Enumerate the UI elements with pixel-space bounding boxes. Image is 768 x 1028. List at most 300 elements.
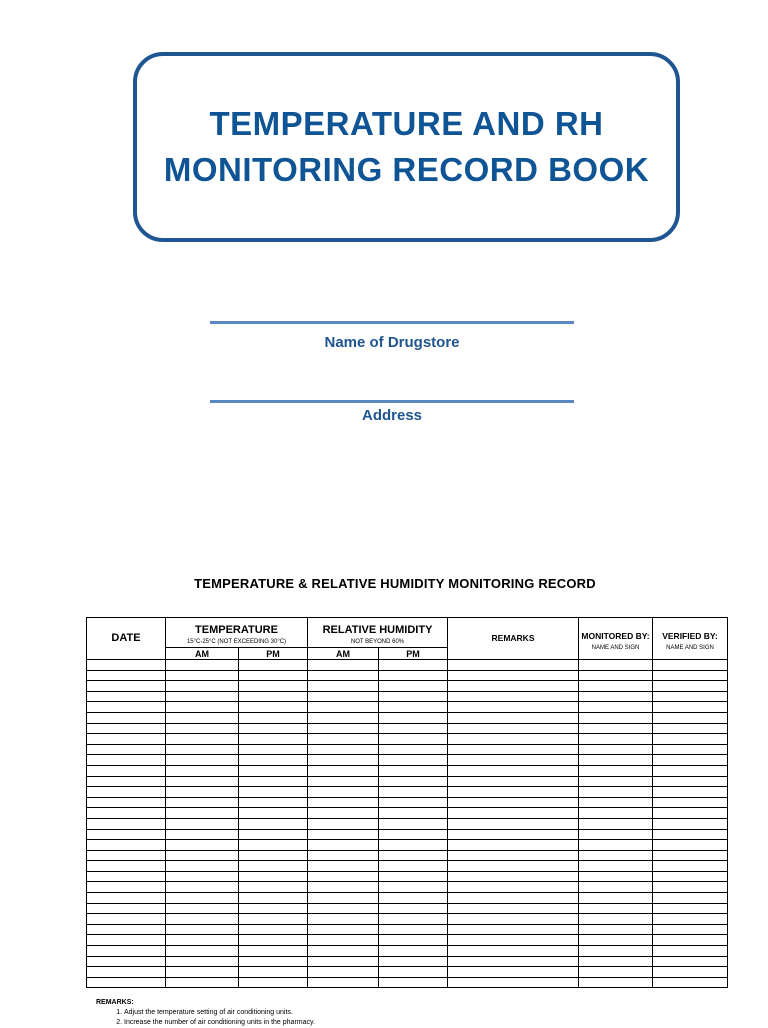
cell-monitored-by [579,691,653,702]
cell-remarks [448,787,579,798]
header-monitored-by [579,618,653,660]
header-verified-by-label: VERIFIED BY: [662,630,718,641]
header-humidity [308,618,448,648]
cell-remarks [448,850,579,861]
cell-monitored-by [579,755,653,766]
cell-remarks [448,893,579,904]
cell-remarks [448,712,579,723]
cell-rh-pm [379,712,448,723]
cell-temp-pm [239,914,308,925]
cell-rh-pm [379,977,448,988]
cell-remarks [448,702,579,713]
cell-verified-by [653,787,728,798]
cell-rh-pm [379,946,448,957]
cell-rh-am [308,882,379,893]
cell-monitored-by [579,744,653,755]
cell-verified-by [653,681,728,692]
header-humidity-note: NOT BEYOND 60% [350,638,405,645]
cell-rh-pm [379,861,448,872]
cell-temp-am [166,681,239,692]
cell-verified-by [653,829,728,840]
cell-monitored-by [579,903,653,914]
cell-temp-am [166,903,239,914]
table-row [87,903,728,914]
cell-remarks [448,765,579,776]
title-line-1: TEMPERATURE AND RH [209,105,604,142]
cell-rh-pm [379,956,448,967]
table-row [87,935,728,946]
title-box [133,52,680,242]
cell-rh-am [308,924,379,935]
table-row [87,755,728,766]
cell-monitored-by [579,660,653,671]
title-line-2: MONITORING RECORD BOOK [163,151,650,188]
cell-temp-am [166,723,239,734]
cell-rh-am [308,829,379,840]
cell-temp-pm [239,893,308,904]
cell-temp-am [166,702,239,713]
cell-rh-pm [379,818,448,829]
cell-rh-am [308,765,379,776]
cell-monitored-by [579,787,653,798]
cell-temp-am [166,660,239,671]
cell-rh-am [308,903,379,914]
cell-remarks [448,861,579,872]
cell-temp-am [166,744,239,755]
remarks-item: 1. Adjust the temperature setting of air conditioning units. [124,1008,315,1018]
cell-date [87,935,166,946]
cell-rh-pm [379,840,448,851]
cell-date [87,744,166,755]
header-verified-by [653,618,728,660]
cell-temp-am [166,946,239,957]
cell-rh-pm [379,808,448,819]
table-row [87,893,728,904]
cell-verified-by [653,850,728,861]
drugstore-name-line [210,321,574,324]
cell-remarks [448,660,579,671]
cell-rh-am [308,914,379,925]
cell-rh-pm [379,681,448,692]
cell-date [87,903,166,914]
cell-rh-am [308,712,379,723]
cell-date [87,871,166,882]
cell-verified-by [653,691,728,702]
cell-rh-am [308,755,379,766]
cell-verified-by [653,924,728,935]
cell-remarks [448,935,579,946]
cell-rh-pm [379,787,448,798]
table-row [87,850,728,861]
record-title: TEMPERATURE & RELATIVE HUMIDITY MONITORING RECORD [194,576,596,591]
cell-rh-am [308,840,379,851]
cell-verified-by [653,861,728,872]
cell-rh-am [308,670,379,681]
cell-remarks [448,882,579,893]
cell-rh-pm [379,765,448,776]
cell-rh-pm [379,903,448,914]
table-row [87,712,728,723]
cell-verified-by [653,797,728,808]
cell-rh-pm [379,829,448,840]
cell-verified-by [653,723,728,734]
cell-verified-by [653,893,728,904]
cell-temp-am [166,765,239,776]
cell-verified-by [653,956,728,967]
cell-temp-am [166,808,239,819]
cell-temp-am [166,818,239,829]
cell-monitored-by [579,681,653,692]
cell-rh-am [308,681,379,692]
cell-remarks [448,723,579,734]
table-row [87,744,728,755]
cell-rh-pm [379,893,448,904]
remarks-list [96,1008,315,1028]
cell-rh-pm [379,691,448,702]
cell-rh-pm [379,702,448,713]
cell-date [87,808,166,819]
cell-monitored-by [579,850,653,861]
cell-rh-pm [379,914,448,925]
table-row [87,660,728,671]
cell-temp-am [166,840,239,851]
cell-rh-am [308,660,379,671]
cell-remarks [448,977,579,988]
header-temp-am: AM [166,648,239,660]
cell-temp-pm [239,946,308,957]
cell-date [87,850,166,861]
cell-date [87,755,166,766]
cell-temp-am [166,967,239,978]
cell-verified-by [653,776,728,787]
table-row [87,840,728,851]
cell-temp-pm [239,765,308,776]
cell-temp-pm [239,840,308,851]
cell-verified-by [653,712,728,723]
header-verified-by-note: NAME AND SIGN [666,644,714,651]
cell-verified-by [653,765,728,776]
cell-rh-pm [379,967,448,978]
cell-temp-pm [239,755,308,766]
cell-monitored-by [579,776,653,787]
header-temp-pm: PM [239,648,308,660]
cell-rh-am [308,797,379,808]
cell-verified-by [653,903,728,914]
cell-date [87,723,166,734]
table-row [87,787,728,798]
drugstore-name-label: Name of Drugstore [324,334,460,351]
cell-remarks [448,871,579,882]
cell-rh-am [308,808,379,819]
cell-monitored-by [579,797,653,808]
table-row [87,734,728,745]
log-body [87,660,728,988]
cell-monitored-by [579,924,653,935]
cell-temp-pm [239,850,308,861]
cell-rh-pm [379,744,448,755]
cell-temp-pm [239,797,308,808]
cell-temp-pm [239,924,308,935]
cell-monitored-by [579,829,653,840]
cell-rh-pm [379,882,448,893]
cell-rh-pm [379,924,448,935]
cell-verified-by [653,755,728,766]
cell-remarks [448,670,579,681]
cell-verified-by [653,702,728,713]
cell-rh-am [308,744,379,755]
cell-temp-am [166,776,239,787]
cell-temp-pm [239,712,308,723]
cell-monitored-by [579,861,653,872]
cell-verified-by [653,914,728,925]
cell-monitored-by [579,808,653,819]
cell-date [87,893,166,904]
cell-temp-pm [239,818,308,829]
cell-temp-pm [239,871,308,882]
cell-temp-pm [239,861,308,872]
table-row [87,871,728,882]
header-monitored-by-note: NAME AND SIGN [591,644,640,651]
header-monitored-by-label: MONITORED BY: [581,630,650,641]
table-row [87,967,728,978]
cell-rh-am [308,861,379,872]
table-row [87,808,728,819]
cell-monitored-by [579,840,653,851]
cell-verified-by [653,871,728,882]
cell-rh-am [308,776,379,787]
cell-temp-pm [239,808,308,819]
cell-temp-pm [239,660,308,671]
table-row [87,723,728,734]
cell-date [87,914,166,925]
table-row [87,829,728,840]
cell-verified-by [653,734,728,745]
header-rh-am: AM [308,648,379,660]
table-row [87,882,728,893]
cell-verified-by [653,818,728,829]
cell-verified-by [653,977,728,988]
cell-remarks [448,797,579,808]
cell-temp-am [166,755,239,766]
table-row [87,861,728,872]
cell-temp-am [166,882,239,893]
cell-verified-by [653,840,728,851]
cell-remarks [448,808,579,819]
cell-remarks [448,914,579,925]
cell-date [87,840,166,851]
cell-temp-pm [239,670,308,681]
cell-date [87,734,166,745]
cell-temp-pm [239,691,308,702]
cell-monitored-by [579,723,653,734]
cell-date [87,967,166,978]
cell-verified-by [653,670,728,681]
cell-date [87,829,166,840]
cell-temp-am [166,797,239,808]
cell-rh-pm [379,776,448,787]
cell-rh-pm [379,935,448,946]
header-rh-pm: PM [379,648,448,660]
cell-monitored-by [579,914,653,925]
cell-rh-am [308,893,379,904]
cell-rh-pm [379,723,448,734]
remarks-item: 2. Increase the number of air conditioning units in the pharmacy. [124,1018,315,1028]
cell-temp-am [166,670,239,681]
cell-rh-pm [379,660,448,671]
cell-verified-by [653,946,728,957]
remarks-heading: REMARKS: [96,999,134,1006]
table-row [87,924,728,935]
cell-remarks [448,691,579,702]
cell-temp-pm [239,935,308,946]
cell-temp-am [166,977,239,988]
cell-rh-am [308,691,379,702]
table-row [87,691,728,702]
cell-temp-am [166,914,239,925]
cell-remarks [448,744,579,755]
table-row [87,797,728,808]
cell-temp-pm [239,956,308,967]
address-label: Address [361,407,423,424]
cell-temp-pm [239,776,308,787]
cell-rh-pm [379,797,448,808]
cell-rh-pm [379,755,448,766]
cell-monitored-by [579,765,653,776]
cell-date [87,946,166,957]
cell-rh-am [308,956,379,967]
cell-temp-am [166,787,239,798]
cell-temp-am [166,829,239,840]
cell-temp-am [166,691,239,702]
cell-remarks [448,755,579,766]
cell-monitored-by [579,882,653,893]
cell-date [87,776,166,787]
cell-temp-am [166,956,239,967]
cell-date [87,797,166,808]
cell-rh-am [308,850,379,861]
cell-date [87,765,166,776]
cell-monitored-by [579,967,653,978]
cell-temp-pm [239,787,308,798]
cell-remarks [448,903,579,914]
cell-remarks [448,818,579,829]
cell-date [87,882,166,893]
cell-rh-pm [379,734,448,745]
cell-temp-am [166,924,239,935]
cell-remarks [448,776,579,787]
cell-rh-am [308,702,379,713]
cell-remarks [448,946,579,957]
table-row [87,670,728,681]
cell-temp-pm [239,977,308,988]
cell-temp-pm [239,967,308,978]
cell-monitored-by [579,734,653,745]
cell-verified-by [653,808,728,819]
cell-remarks [448,829,579,840]
table-row [87,702,728,713]
cell-monitored-by [579,712,653,723]
cell-temp-pm [239,829,308,840]
cell-rh-am [308,935,379,946]
monitoring-log-table [86,617,728,988]
cell-verified-by [653,967,728,978]
cell-temp-am [166,712,239,723]
header-temperature [166,618,308,648]
cell-monitored-by [579,871,653,882]
cell-temp-pm [239,681,308,692]
cell-verified-by [653,882,728,893]
cell-verified-by [653,660,728,671]
cell-temp-am [166,893,239,904]
cell-remarks [448,681,579,692]
cell-date [87,670,166,681]
cell-temp-am [166,850,239,861]
cell-temp-pm [239,702,308,713]
cell-monitored-by [579,956,653,967]
cell-rh-am [308,787,379,798]
table-row [87,818,728,829]
cell-remarks [448,734,579,745]
cell-temp-pm [239,744,308,755]
cell-temp-am [166,871,239,882]
cell-date [87,702,166,713]
cell-date [87,787,166,798]
address-line [210,400,574,403]
header-humidity-label: RELATIVE HUMIDITY [322,623,433,636]
header-remarks: REMARKS [448,618,579,660]
cell-remarks [448,956,579,967]
table-row [87,946,728,957]
cell-monitored-by [579,935,653,946]
cell-temp-pm [239,882,308,893]
table-row [87,776,728,787]
cell-monitored-by [579,977,653,988]
header-temperature-note: 15°C-25°C (NOT EXCEEDING 30°C) [186,638,287,645]
cell-date [87,660,166,671]
cell-temp-am [166,734,239,745]
cell-monitored-by [579,893,653,904]
cell-remarks [448,840,579,851]
cell-rh-am [308,871,379,882]
cell-rh-am [308,818,379,829]
header-date: DATE [87,618,166,660]
cell-date [87,681,166,692]
cell-verified-by [653,744,728,755]
cell-date [87,977,166,988]
cell-temp-pm [239,723,308,734]
cell-rh-pm [379,871,448,882]
cell-date [87,956,166,967]
cell-rh-am [308,946,379,957]
table-row [87,914,728,925]
cell-rh-am [308,734,379,745]
cell-remarks [448,924,579,935]
cell-rh-pm [379,670,448,681]
cell-monitored-by [579,702,653,713]
cell-temp-am [166,935,239,946]
cell-rh-pm [379,850,448,861]
table-row [87,765,728,776]
cell-date [87,924,166,935]
cell-temp-pm [239,734,308,745]
cell-date [87,712,166,723]
cell-date [87,818,166,829]
cell-remarks [448,967,579,978]
cell-monitored-by [579,670,653,681]
cell-temp-pm [239,903,308,914]
header-temperature-label: TEMPERATURE [195,623,278,636]
cell-date [87,861,166,872]
